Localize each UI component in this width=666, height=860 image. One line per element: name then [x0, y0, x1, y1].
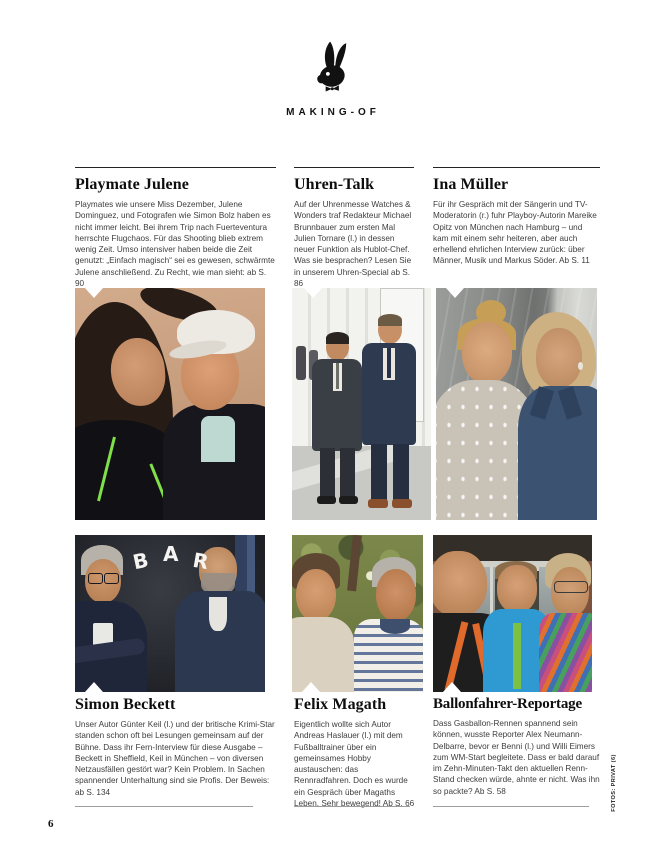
photo-ballonfahrer-team: [433, 535, 592, 692]
green-lanyard-shape: [513, 623, 521, 689]
right-man-tie-shape: [387, 348, 391, 378]
caption-pointer: [85, 288, 103, 298]
photo-ina-mueller-interview: [436, 288, 597, 520]
haslauer-face-shape: [296, 569, 336, 621]
alex-head-shape: [433, 551, 487, 617]
right-man-leg-shape: [371, 444, 387, 502]
man-tshirt-shape: [201, 416, 235, 462]
section-playmate-julene: [75, 167, 276, 289]
section-rule: [75, 167, 276, 168]
photo-uhren-talk-messe: [292, 288, 431, 520]
section-title: Playmate Julene: [75, 176, 189, 193]
section-body: Eigentlich wollte sich Autor Andreas Haslauer (l.) mit dem Fußballtrainer über ein gemeinsames Hobby austauschen: das Rennradfahren. Doch es wurde ein Gespräch über Magaths Leben. Sehr bewegend! Ab S. 66: [294, 720, 415, 809]
haslauer-tshirt-shape: [292, 617, 354, 692]
colorful-sweater-shape: [539, 613, 592, 692]
magath-face-shape: [376, 569, 416, 621]
glasses-icon: [104, 573, 119, 584]
masthead-label: MAKING-OF: [286, 107, 380, 118]
section-rule: [294, 167, 414, 168]
right-man-shoe-shape: [392, 499, 412, 508]
section-end-rule: [294, 806, 410, 807]
bar-sign-letter: B: [130, 547, 151, 575]
benni-face-shape: [497, 565, 537, 613]
page-number: 6: [48, 818, 54, 830]
section-ballonfahrer-reportage: [433, 696, 603, 797]
section-end-rule: [75, 806, 253, 807]
section-title: Uhren-Talk: [294, 176, 375, 193]
section-body: Für ihr Gespräch mit der Sängerin und TV-Moderatorin (r.) fuhr Playboy-Autorin Mareike Opitz von München nach Hamburg – und kam mit einem sehr heiteren, aber auch erhellend ehrlichen Interview zurück: über Männer, Musik und Markus Söder. Ab S. 11: [433, 200, 597, 266]
photo-simon-beckett-bar: [75, 535, 265, 692]
right-man-hair-shape: [378, 314, 402, 326]
section-end-rule: [433, 806, 589, 807]
earring-shape: [578, 362, 583, 370]
caption-pointer: [302, 682, 320, 692]
right-woman-face-shape: [536, 328, 582, 388]
section-body: Playmates wie unsere Miss Dezember, Julene Dominguez, und Fotografen wie Simon Bolz haben es nicht immer leicht. Bei ihrem Trip nach Fuerteventura herrschte Flugchaos. Für das Shooting blieb extrem wenig Zeit. Umso intensiver haben beide die Zeit genutzt: „Einfach magisch“ sei es gewesen, schwärmte Julene anschließend. Zu Recht, wie man sieht: ab S. 90: [75, 200, 275, 289]
left-man-leg-shape: [320, 448, 335, 498]
left-man-hair-shape: [326, 332, 349, 344]
photo-julene-simon-selfie: [75, 288, 265, 520]
section-body: Unser Autor Günter Keil (l.) und der britische Krimi-Star standen schon oft bei Lesungen gemeinsam auf der Bühne. Dass ihr Fern-Interview für diese Ausgabe – Beckett in Sheffield, Keil in München – von diversen Netzausfällen gestört war? Kein Problem. In Sachen spannender Unterhaltung sind sie Profis. Der Beweis: ab S. 134: [75, 720, 275, 797]
left-man-leg-shape: [340, 448, 355, 498]
section-title: Ina Müller: [433, 176, 509, 193]
caption-pointer: [446, 288, 464, 298]
bar-sign-letter: R: [191, 547, 211, 575]
glasses-icon: [554, 581, 588, 593]
caption-pointer: [443, 682, 461, 692]
left-man-shoe-shape: [339, 496, 358, 504]
section-rule: [433, 167, 600, 168]
right-man-leg-shape: [393, 444, 409, 502]
caption-pointer: [85, 682, 103, 692]
photo-credit: FOTOS: PRIVAT (6): [611, 754, 617, 812]
left-woman-face-shape: [462, 322, 512, 384]
right-man-shoe-shape: [368, 499, 388, 508]
section-ina-mueller: [433, 167, 600, 267]
beckett-shirt-shape: [209, 597, 227, 631]
bystander-shape: [296, 346, 306, 380]
section-body: Dass Gasballon-Rennen spannend sein können, wusste Reporter Alex Neumann-Delbarre, bevor er Benni (l.) und Willi Eimers zum WM-Start begleitete. Dass er bald darauf im Zehn-Minuten-Takt den aktuellen Renn-Stand checken würde, ahnte er nicht. Was ihn so packte? Ab S. 58: [433, 719, 600, 796]
polo-collar-shape: [380, 619, 410, 634]
glasses-icon: [88, 573, 103, 584]
right-woman-denim-shape: [518, 386, 597, 520]
section-title: Simon Beckett: [75, 696, 176, 713]
section-simon-beckett: [75, 696, 276, 798]
section-felix-magath: [294, 696, 416, 809]
bar-sign-letter: A: [163, 542, 179, 566]
section-title: Felix Magath: [294, 696, 387, 713]
masthead: [0, 40, 666, 118]
left-man-shoe-shape: [317, 496, 336, 504]
section-body: Auf der Uhrenmesse Watches & Wonders traf Redakteur Michael Brunnbauer zum ersten Mal Julien Tornare (l.) in dessen neuer Funktion als Hublot-Chef. Was sie besprachen? Lesen Sie in unserem Uhren-Special ab S. 86: [294, 200, 412, 289]
caption-pointer: [304, 288, 322, 298]
photo-felix-magath-selfie: [292, 535, 423, 692]
section-uhren-talk: [294, 167, 414, 289]
section-title: Ballonfahrer-Reportage: [433, 696, 582, 712]
playboy-bunny-logo: [311, 40, 355, 96]
left-man-tie-shape: [336, 363, 339, 389]
